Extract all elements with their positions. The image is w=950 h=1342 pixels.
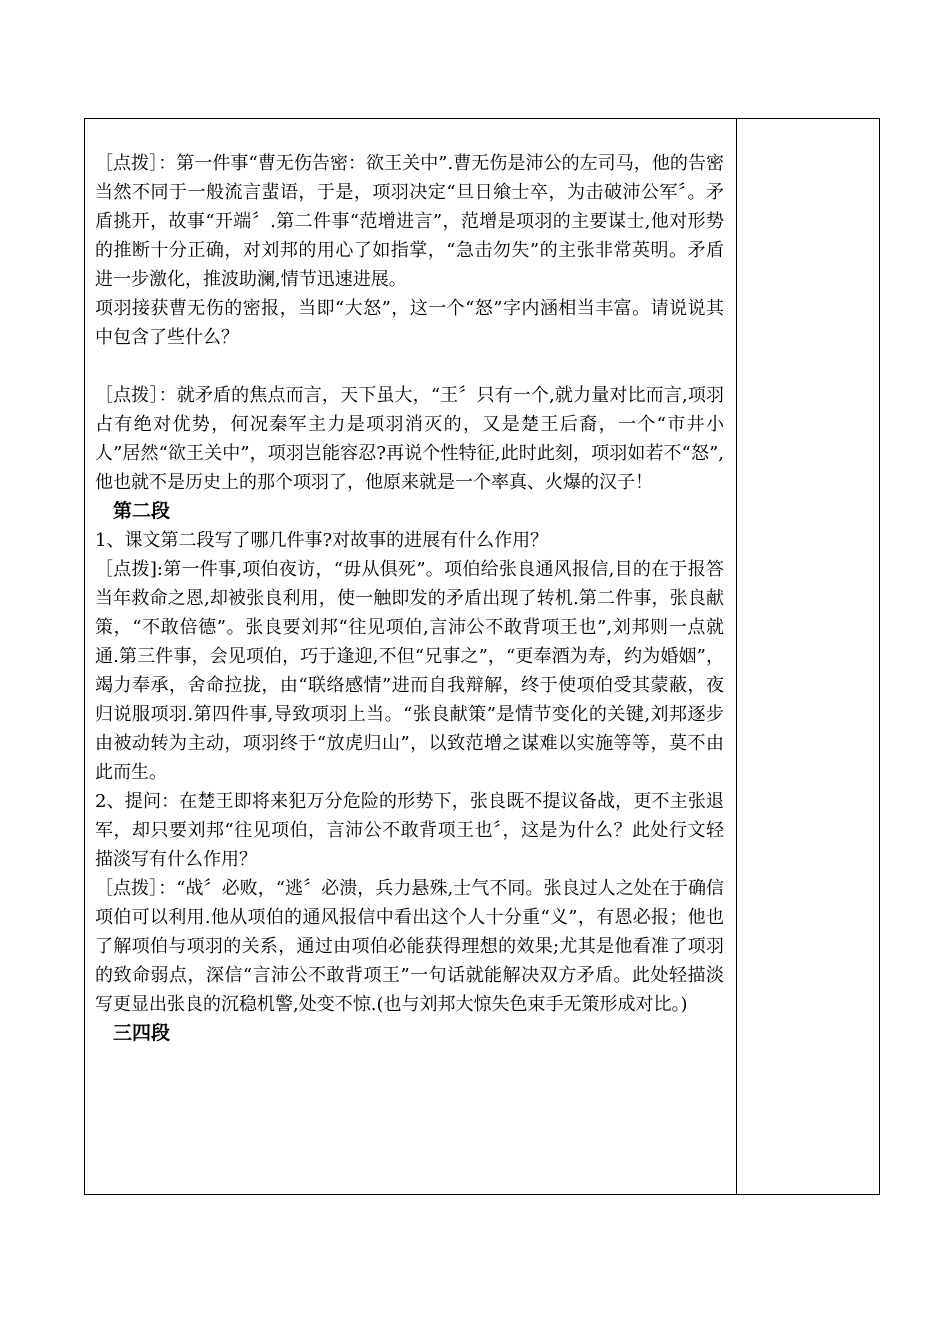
notes-cell xyxy=(737,119,879,1194)
blank-line xyxy=(95,352,724,381)
answer-1: ［点拨]:第一件事,项伯夜访，“毋从俱死”。项伯给张良通风报信,目的在于报答当年救命之恩,却被张良利用，使一触即发的矛盾出现了转机.第二件事，张良献策，“不敢倍德”。张良要刘邦“往见项伯,言沛公不敢背项王也”,刘邦则一点就通.第三件事，会见项伯，巧于逢迎,不但“兄事之”，“更奉酒为寿，约为婚姻”，竭力奉承，舍命拉拢，由“联络感情”进而自我辩解，终于使项伯受其蒙蔽，夜归说服项羽.第四件事,导致项羽上当。“张良献策”是情节变化的关键,刘邦逐步由被动转为主动，项羽终于“放虎归山”，以致范增之谋难以实施等等，莫不由此而生。 xyxy=(95,559,724,783)
question-paragraph-1: 项羽接获曹无伤的密报，当即“大怒”，这一个“怒”字内涵相当丰富。请说说其中包含了些什么？ xyxy=(95,298,724,348)
answer-2: ［点拨］：“战〞必败，“逃〞必溃，兵力悬殊,士气不同。张良过人之处在于确信项伯可以利用.他从项伯的通风报信中看出这个人十分重“义”，有恩必报；他也了解项伯与项羽的关系，通过由项伯必能获得理想的效果;尤其是他看准了项羽的致命弱点，深信“言沛公不敢背项王”一句话就能解决双方矛盾。此处轻描淡写更显出张良的沉稳机警,处变不惊.(也与刘邦大惊失色束手无策形成对比。) xyxy=(95,878,724,1015)
hint-paragraph-2: ［点拨］：就矛盾的焦点而言，天下虽大，“王〞只有一个,就力量对比而言,项羽占有绝对优势，何况秦军主力是项羽消灭的，又是楚王后裔，一个“市井小人”居然“欲王关中”，项羽岂能容忍?再说个性特征,此时此刻，项羽如若不“怒”,他也就不是历史上的那个项羽了，他原来就是一个率真、火爆的汉子！ xyxy=(95,385,724,493)
question-1: 1、课文第二段写了哪几件事?对故事的进展有什么作用？ xyxy=(95,530,549,551)
document-table xyxy=(84,118,880,1195)
section-heading-2: 第二段 xyxy=(113,500,171,522)
section-heading-3-4: 三四段 xyxy=(113,1022,171,1044)
question-2: 2、提问：在楚王即将来犯万分危险的形势下，张良既不提议备战，更不主张退军，却只要刘邦“往见项伯，言沛公不敢背项王也〞，这是为什么？此处行文轻描淡写有什么作用？ xyxy=(95,791,724,870)
hint-paragraph-1: ［点拨］：第一件事“曹无伤告密：欲王关中”.曹无伤是沛公的左司马，他的告密当然不同于一般流言蜚语，于是，项羽决定“旦日飨士卒，为击破沛公军〞。矛盾挑开，故事“开端〞.第二件事“范增进言”，范增是项羽的主要谋士,他对形势的推断十分正确，对刘邦的用心了如指掌，“急击勿失”的主张非常英明。矛盾进一步激化，推波助澜,情节迅速进展。 xyxy=(95,153,724,290)
content-cell xyxy=(85,119,737,1194)
